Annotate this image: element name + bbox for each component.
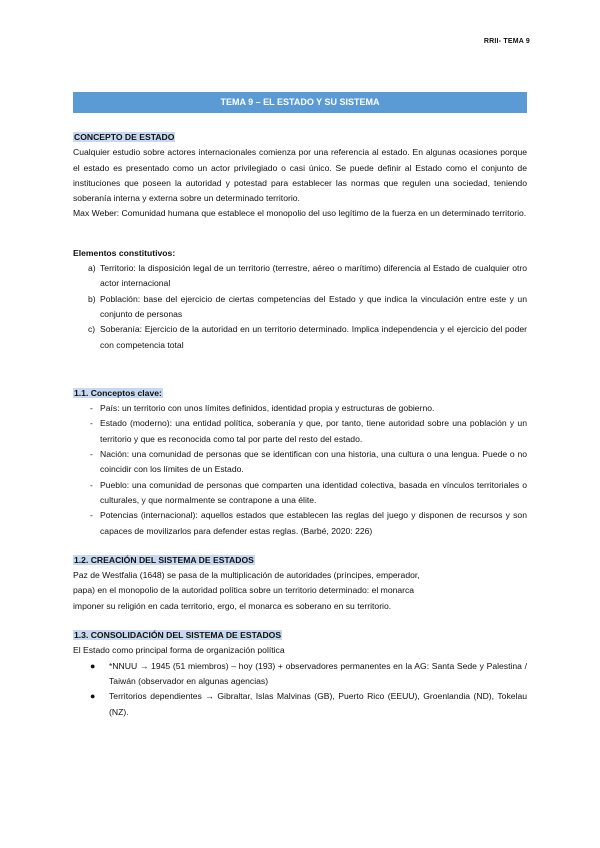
list-item <box>73 478 527 509</box>
list-marker: a) <box>88 263 96 274</box>
heading-highlight: 1.3. CONSOLIDACIÓN DEL SISTEMA DE ESTADOS <box>74 630 282 641</box>
list-item-text: País: un territorio con unos límites definidos, identidad propia y estructuras de gobierno. <box>100 403 435 414</box>
list-item <box>73 292 527 323</box>
creacion-line: Paz de Westfalia (1648) se pasa de la multiplicación de autoridades (príncipes, emperador, <box>73 570 420 581</box>
document-body <box>73 130 527 720</box>
elementos-list <box>73 261 527 353</box>
creacion-line: imponer su religión en cada territorio, ergo, el monarca es soberano en su territorio. <box>73 600 392 611</box>
list-item-text: Nación: una comunidad de personas que se identifican con una historia, una cultura o una lengua. Puede o no coincidir con los límites de un Estado. <box>100 449 527 475</box>
list-item <box>73 659 527 690</box>
list-marker: c) <box>88 324 96 335</box>
list-item <box>73 416 527 447</box>
bullet-icon: ● <box>90 691 96 702</box>
section-heading-elementos: Elementos constitutivos: <box>73 247 176 258</box>
list-item-text: Población: base del ejercicio de ciertas competencias del Estado y que indica la vinculación entre este y un conjunto de personas <box>100 293 527 319</box>
list-item-text: *NNUU → 1945 (51 miembros) – hoy (193) + observadores permanentes en la AG: Santa Sede y Palestina / Taiwán (observador en algunas agencias) <box>109 660 527 686</box>
list-item <box>73 508 527 539</box>
heading-highlight: CONCEPTO DE ESTADO <box>74 132 175 142</box>
list-item-text: Potencias (internacional): aquellos estados que establecen las reglas del juego y disponen de recursos y son capaces de movilizarlos para defender estas reglas. (Barbé, 2020: 226) <box>100 510 527 536</box>
consolidacion-list <box>73 659 527 720</box>
document-title: TEMA 9 – EL ESTADO Y SU SISTEMA <box>73 92 527 113</box>
bullet-icon: ● <box>90 660 96 671</box>
section-heading-creacion <box>73 553 527 568</box>
list-item-text: Pueblo: una comunidad de personas que comparten una identidad colectiva, basada en vínculos territoriales o culturales, y que normalmente se contrapone a una élite. <box>100 479 527 505</box>
list-marker: - <box>90 403 93 414</box>
spacer <box>73 353 527 386</box>
list-marker: - <box>90 510 93 521</box>
list-marker: - <box>90 479 93 490</box>
consolidacion-intro: El Estado como principal forma de organización política <box>73 645 285 656</box>
list-marker: - <box>90 418 93 429</box>
section-heading-conceptos-clave <box>73 386 527 401</box>
list-item-text: Territorios dependientes → Gibraltar, Islas Malvinas (GB), Puerto Rico (EEUU), Groenlandia (ND), Tokelau (NZ). <box>109 691 527 717</box>
list-item <box>73 401 527 416</box>
section-heading-concepto <box>73 130 527 145</box>
list-item-text: Territorio: la disposición legal de un territorio (terrestre, aéreo o marítimo) diferencia al Estado de cualquier otro actor internacional <box>100 263 527 289</box>
spacer <box>73 614 527 628</box>
list-marker: b) <box>88 293 96 304</box>
list-item-text: Estado (moderno): una entidad política, soberanía y que, por tanto, tiene autoridad sobre una población y un territorio y que es reconocida como tal por parte del resto del estado. <box>100 418 527 444</box>
spacer <box>73 222 527 246</box>
list-item <box>73 261 527 292</box>
page-header-label: RRII- TEMA 9 <box>483 38 530 45</box>
list-item <box>73 322 527 353</box>
list-item <box>73 447 527 478</box>
heading-highlight: 1.2. CREACIÓN DEL SISTEMA DE ESTADOS <box>74 554 254 565</box>
list-marker: - <box>90 449 93 460</box>
paragraph-weber: Max Weber: Comunidad humana que establece el monopolio del uso legítimo de la fuerza en un determinado territorio. <box>73 208 527 219</box>
list-item <box>73 689 527 720</box>
conceptos-clave-list <box>73 401 527 539</box>
paragraph-definicion: Cualquier estudio sobre actores internacionales comienza por una referencia al estado. En algunas ocasiones porque el estado es presentado como un actor privilegiado o casi único. Se puede definir al Estado como el conjunto de instituciones que poseen la autoridad y potestad para establecer las normas que regulen una sociedad, teniendo soberanía interna y externa sobre un determinado territorio. <box>73 147 527 204</box>
heading-highlight: 1.1. Conceptos clave: <box>74 387 162 398</box>
creacion-line: papa) en el monopolio de la autoridad política sobre un territorio determinado: el monarca <box>73 585 415 596</box>
section-heading-consolidacion <box>73 628 527 643</box>
list-item-text: Soberanía: Ejercicio de la autoridad en un territorio determinado. Implica independencia y el ejercicio del poder con competencia total <box>100 324 527 350</box>
spacer <box>73 539 527 553</box>
